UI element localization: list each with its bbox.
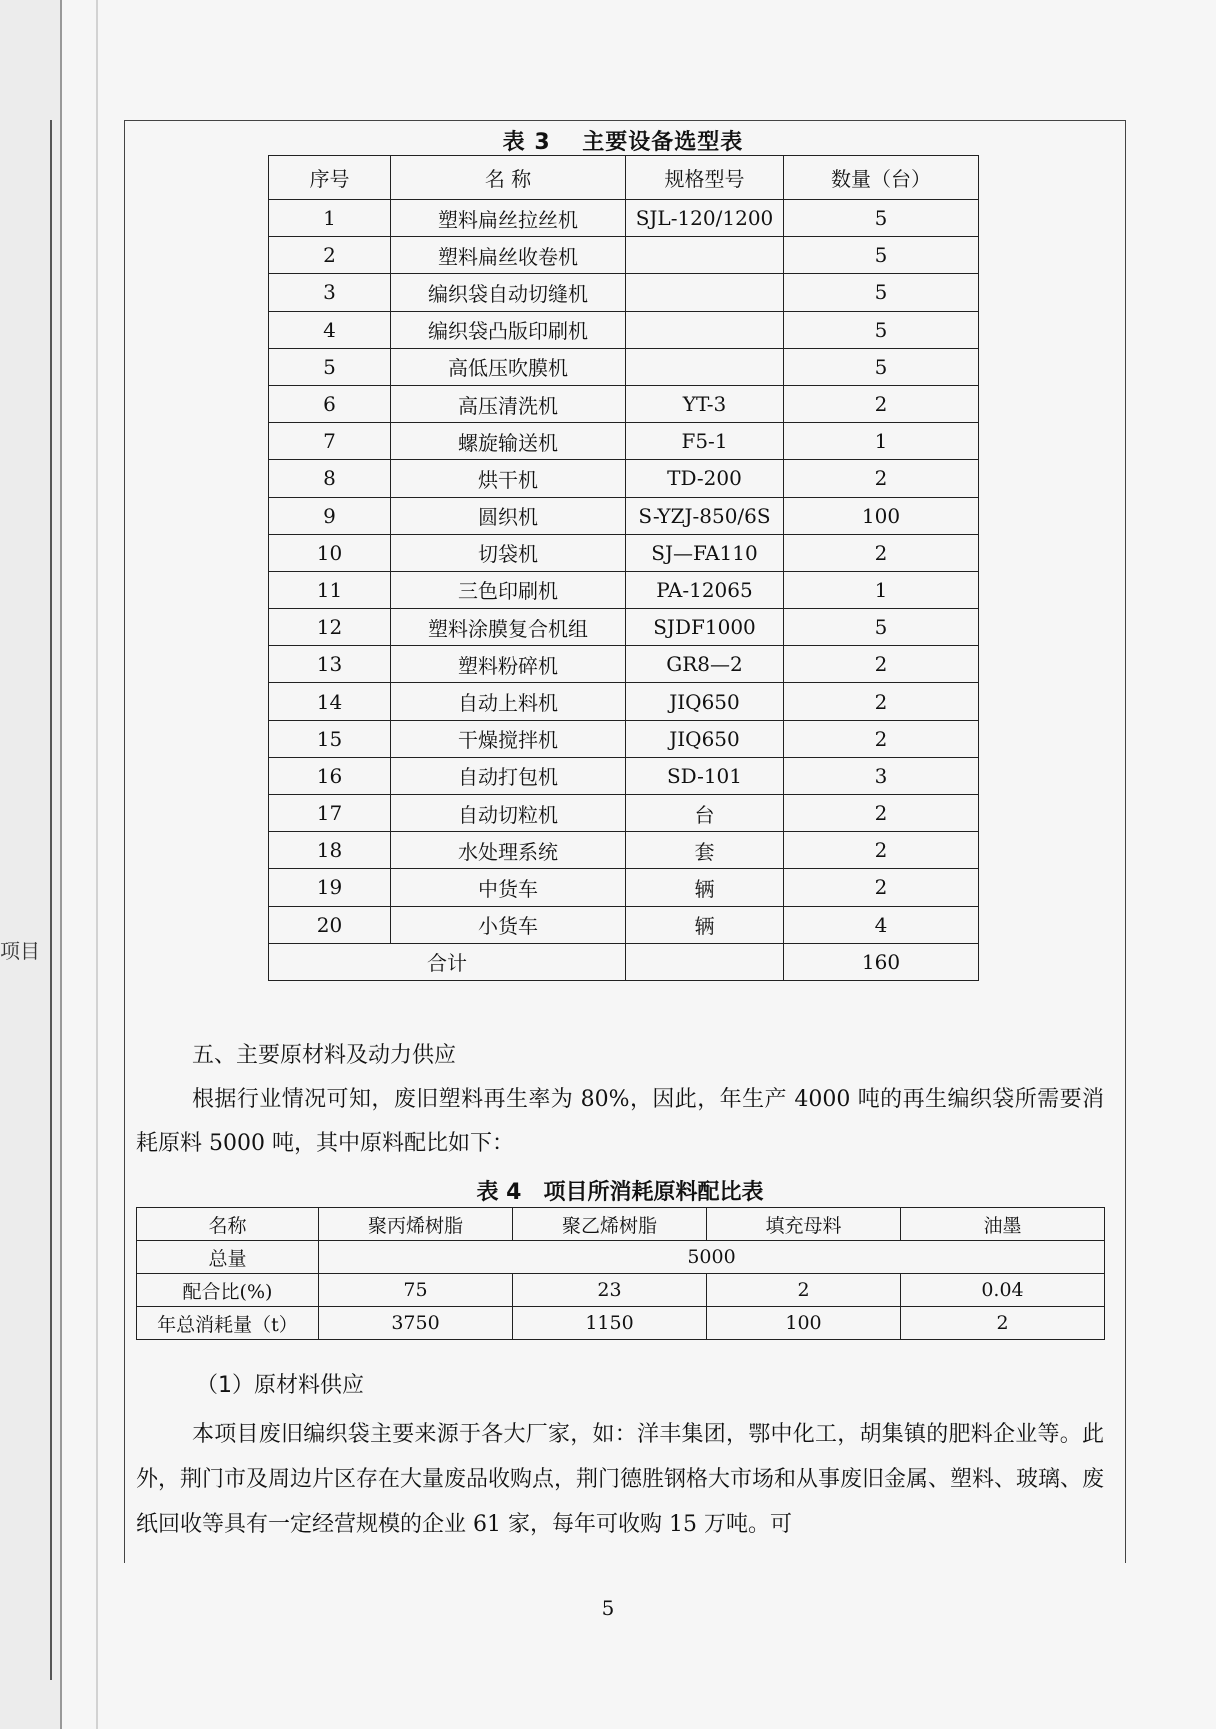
row-name: 高压清洗机 (391, 385, 626, 422)
row-index: 16 (269, 757, 391, 794)
row-name: 高低压吹膜机 (391, 348, 626, 385)
row-model: GR8—2 (626, 646, 784, 683)
row-index: 17 (269, 795, 391, 832)
row-model: SJ—FA110 (626, 534, 784, 571)
table-row (269, 311, 979, 348)
row-name: 中货车 (391, 869, 626, 906)
row-index: 12 (269, 609, 391, 646)
row-quantity: 3 (784, 757, 979, 794)
t4-ratio-filler: 2 (707, 1274, 901, 1307)
row-name: 自动上料机 (391, 683, 626, 720)
row-name: 塑料粉碎机 (391, 646, 626, 683)
row-quantity: 2 (784, 534, 979, 571)
section-heading: 五、主要原材料及动力供应 (192, 1043, 457, 1068)
table4-title: 表 4 项目所消耗原料配比表 (476, 1180, 764, 1205)
row-quantity: 2 (784, 385, 979, 422)
row-quantity: 5 (784, 274, 979, 311)
t4-total-value: 5000 (319, 1241, 1105, 1274)
row-quantity: 4 (784, 906, 979, 943)
row-model (626, 348, 784, 385)
row-model: 台 (626, 795, 784, 832)
row-model (626, 237, 784, 274)
table4-consumption-row (137, 1307, 1105, 1340)
row-quantity: 2 (784, 683, 979, 720)
table-row (269, 683, 979, 720)
row-quantity: 2 (784, 832, 979, 869)
t4-header-pp: 聚丙烯树脂 (319, 1208, 513, 1241)
t4-header-ink: 油墨 (901, 1208, 1105, 1241)
table-row (269, 423, 979, 460)
table-row (269, 832, 979, 869)
row-model: SJDF1000 (626, 609, 784, 646)
row-quantity: 1 (784, 571, 979, 608)
table-row (269, 200, 979, 237)
col-header-quantity: 数量（台） (784, 156, 979, 200)
t4-consumption-pp: 3750 (319, 1307, 513, 1340)
row-index: 19 (269, 869, 391, 906)
total-value: 160 (784, 943, 979, 980)
row-model: 辆 (626, 906, 784, 943)
total-model-cell (626, 943, 784, 980)
row-index: 18 (269, 832, 391, 869)
row-name: 烘干机 (391, 460, 626, 497)
row-index: 9 (269, 497, 391, 534)
row-index: 2 (269, 237, 391, 274)
table-row (269, 534, 979, 571)
table-row (269, 720, 979, 757)
row-quantity: 2 (784, 646, 979, 683)
page-fold (96, 0, 98, 1729)
row-name: 自动打包机 (391, 757, 626, 794)
row-name: 圆织机 (391, 497, 626, 534)
row-model: TD-200 (626, 460, 784, 497)
table-row (269, 906, 979, 943)
left-margin-text: 项目 (0, 939, 40, 963)
row-model: JIQ650 (626, 683, 784, 720)
row-name: 编织袋自动切缝机 (391, 274, 626, 311)
left-page-border (50, 120, 52, 1680)
left-page-edge (0, 0, 62, 1729)
col-header-name: 名 称 (391, 156, 626, 200)
table-row (269, 757, 979, 794)
col-header-index: 序号 (269, 156, 391, 200)
table-row (269, 237, 979, 274)
table4-header-row (137, 1208, 1105, 1241)
table-row (269, 869, 979, 906)
page-number: 5 (601, 1596, 615, 1620)
t4-consumption-filler: 100 (707, 1307, 901, 1340)
row-name: 三色印刷机 (391, 571, 626, 608)
table3-header-row (269, 156, 979, 200)
row-index: 3 (269, 274, 391, 311)
row-name: 小货车 (391, 906, 626, 943)
col-header-model: 规格型号 (626, 156, 784, 200)
material-ratio-table (136, 1207, 1105, 1340)
row-name: 编织袋凸版印刷机 (391, 311, 626, 348)
t4-total-label: 总量 (137, 1241, 319, 1274)
row-model: SD-101 (626, 757, 784, 794)
row-index: 8 (269, 460, 391, 497)
row-name: 塑料涂膜复合机组 (391, 609, 626, 646)
t4-consumption-pe: 1150 (513, 1307, 707, 1340)
row-model (626, 311, 784, 348)
row-quantity: 5 (784, 311, 979, 348)
row-name: 干燥搅拌机 (391, 720, 626, 757)
t4-header-name: 名称 (137, 1208, 319, 1241)
row-index: 10 (269, 534, 391, 571)
row-quantity: 5 (784, 348, 979, 385)
total-label: 合计 (269, 943, 626, 980)
row-name: 切袋机 (391, 534, 626, 571)
t4-consumption-ink: 2 (901, 1307, 1105, 1340)
row-index: 4 (269, 311, 391, 348)
row-quantity: 1 (784, 423, 979, 460)
row-index: 15 (269, 720, 391, 757)
row-quantity: 5 (784, 200, 979, 237)
row-index: 1 (269, 200, 391, 237)
row-model: 辆 (626, 869, 784, 906)
row-index: 5 (269, 348, 391, 385)
paragraph-supply-sources: 本项目废旧编织袋主要来源于各大厂家，如：洋丰集团，鄂中化工，胡集镇的肥料企业等。此外，荆门市及周边片区存在大量废品收购点，荆门德胜钢格大市场和从事废旧金属、塑料、玻璃、废纸回收等具有一定经营规模的企业 61 家，每年可收购 15 万吨。可 (136, 1422, 1105, 1537)
t4-ratio-ink: 0.04 (901, 1274, 1105, 1307)
row-model: YT-3 (626, 385, 784, 422)
equipment-table (268, 155, 979, 981)
table4-ratio-row (137, 1274, 1105, 1307)
row-quantity: 2 (784, 720, 979, 757)
row-index: 11 (269, 571, 391, 608)
paragraph-raw-material: 根据行业情况可知，废旧塑料再生率为 80%，因此，年生产 4000 吨的再生编织袋所需要消耗原料 5000 吨，其中原料配比如下： (136, 1087, 1104, 1156)
row-index: 14 (269, 683, 391, 720)
table3-title: 表 3 主要设备选型表 (502, 130, 744, 155)
table-row (269, 460, 979, 497)
row-name: 自动切粒机 (391, 795, 626, 832)
table-row (269, 646, 979, 683)
table-row (269, 274, 979, 311)
row-index: 7 (269, 423, 391, 460)
t4-ratio-label: 配合比(%) (137, 1274, 319, 1307)
row-quantity: 5 (784, 237, 979, 274)
row-model: 套 (626, 832, 784, 869)
row-quantity: 2 (784, 460, 979, 497)
row-quantity: 2 (784, 869, 979, 906)
row-name: 塑料扁丝收卷机 (391, 237, 626, 274)
row-index: 6 (269, 385, 391, 422)
row-quantity: 100 (784, 497, 979, 534)
table3-total-row (269, 943, 979, 980)
row-quantity: 2 (784, 795, 979, 832)
row-quantity: 5 (784, 609, 979, 646)
row-model: JIQ650 (626, 720, 784, 757)
table-row (269, 348, 979, 385)
row-model: PA-12065 (626, 571, 784, 608)
t4-header-pe: 聚乙烯树脂 (513, 1208, 707, 1241)
row-index: 13 (269, 646, 391, 683)
row-name: 塑料扁丝拉丝机 (391, 200, 626, 237)
table-row (269, 609, 979, 646)
t4-header-filler: 填充母料 (707, 1208, 901, 1241)
table-row (269, 795, 979, 832)
table-row (269, 497, 979, 534)
row-model: F5-1 (626, 423, 784, 460)
row-name: 水处理系统 (391, 832, 626, 869)
table-row (269, 385, 979, 422)
row-index: 20 (269, 906, 391, 943)
row-model: S-YZJ-850/6S (626, 497, 784, 534)
row-model (626, 274, 784, 311)
table4-total-row (137, 1241, 1105, 1274)
row-model: SJL-120/1200 (626, 200, 784, 237)
table-row (269, 571, 979, 608)
subheading-raw-material-supply: （1）原材料供应 (196, 1373, 364, 1398)
t4-consumption-label: 年总消耗量（t） (137, 1307, 319, 1340)
t4-ratio-pe: 23 (513, 1274, 707, 1307)
t4-ratio-pp: 75 (319, 1274, 513, 1307)
row-name: 螺旋输送机 (391, 423, 626, 460)
